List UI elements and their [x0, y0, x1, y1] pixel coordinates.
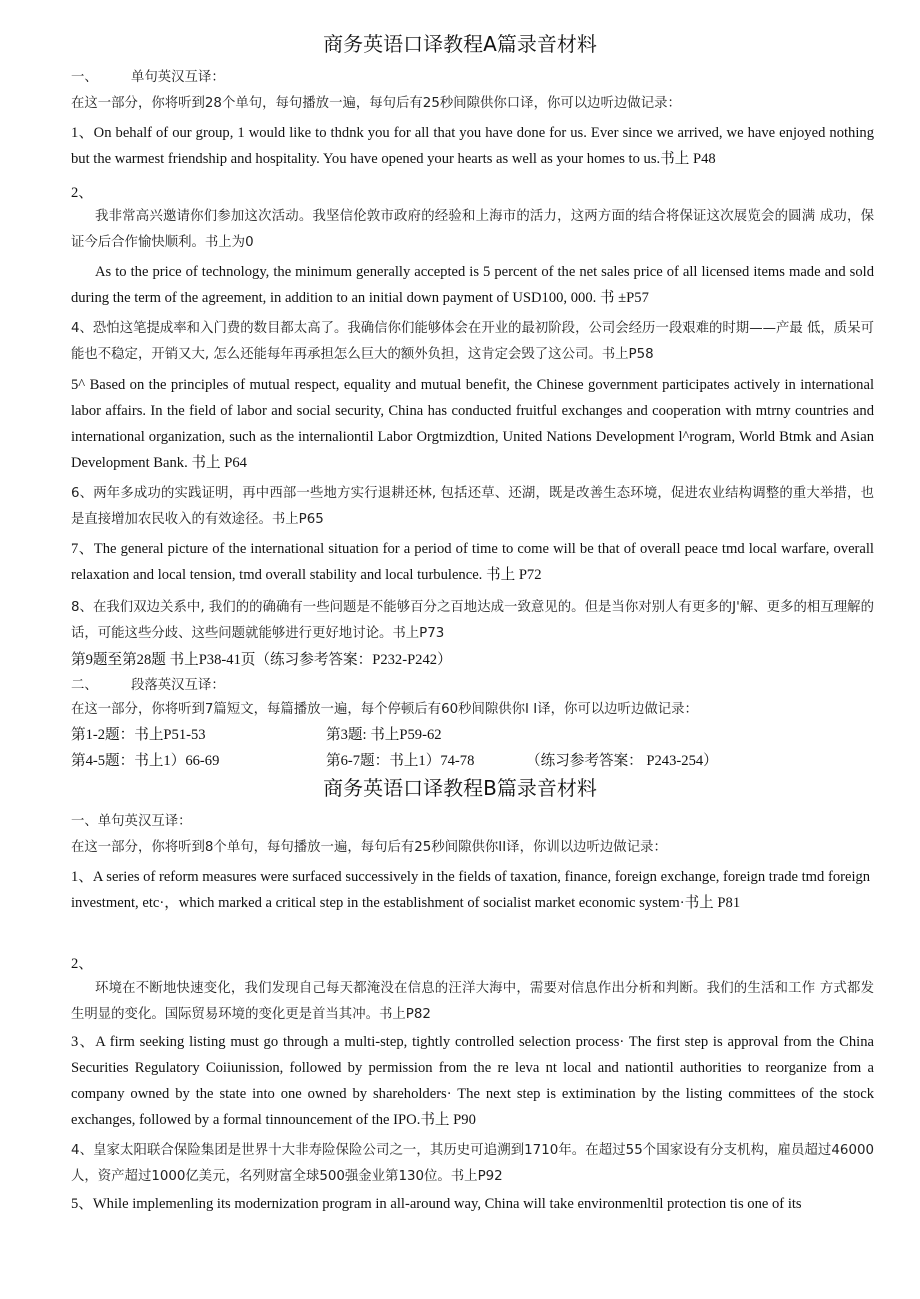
item-a-4: 4、恐怕这笔提成率和入门费的数目都太高了。我确信你们能够体会在开业的最初阶段，公司会经历一段艰难的时期——产最 低，质呆可能也不稳定，开销又大, 怎么还能每年再承担怎么巨大的额外负担，这肯定会毁了这公司。书上P58 [71, 321, 874, 362]
section-1-number: 一、 [71, 70, 98, 85]
ref-answers: （练习参考答案： P243-254） [526, 753, 718, 769]
item-a-6: 6、两年多成功的实践证明，再中西部一些地方实行退耕还林, 包括还草、还湖，既是改善生态环境，促进农业结构调整的重大举措，也是直接增加农民收入的有效途径。书上P65 [71, 486, 874, 527]
section-1-heading: 单句英汉互译： [131, 70, 225, 85]
item-a-1: 1、On behalf of our group, 1 would like to thdnk you for all that you have done for us. Ever since we arrived, we have enjoyed nothing but the warmest friendship and hospitality. You have opened your hearts as well as your homes to us.书上 P48 [71, 125, 874, 167]
section-1-intro: 在这一部分，你将听到28个单句，每句播放一遍，每句后有25秒间隙供你口译，你可以边听边做记录： [71, 96, 681, 111]
section-2-number: 二、 [71, 678, 98, 693]
ref-q6-7: 第6-7题：书上1）74-78 [326, 753, 475, 769]
section-2-intro: 在这一部分，你将听到7篇短文，每篇播放一遍，每个停顿后有60秒间隙供你I I译，你可以边听边做记录： [71, 702, 698, 717]
ref-q3: 第3题: 书上P59-62 [326, 727, 442, 743]
item-a-5: 5^ Based on the principles of mutual respect, equality and mutual benefit, the Chinese government participates actively in international labor affairs. In the field of labor and social security, China has conducted fruitful exchanges and cooperation with mtrny countries and international organization, such as the internaliontil Labor Orgtmizdtion, United Nations Development l^rogram, World Btmk and Asian Development Bank. 书上 P64 [71, 377, 874, 471]
item-b-1: 1、A series of reform measures were surfaced successively in the fields of taxation, finance, foreign exchange, foreign trade tmd foreign investment, etc·，which marked a critical step in the establishment of socialist market economic system·书上 P81 [71, 869, 871, 911]
questions-9-28-ref: 第9题至第28题 书上P38-41页（练习参考答案：P232-P242） [71, 652, 452, 668]
ref-q4-5: 第4-5题：书上1）66-69 [71, 753, 220, 769]
item-a-7: 7、The general picture of the international situation for a period of time to come will be that of overall peace tmd local warfare, overall relaxation and local tension, tmd overall stability and local turbulence. 书上 P72 [71, 541, 874, 583]
part-b-intro: 在这一部分，你将听到8个单句，每句播放一遍，每句后有25秒间隙供你II译，你训以边听边做记录： [71, 840, 667, 855]
item-a-2-label: 2、 [71, 185, 93, 201]
item-b-2-label: 2、 [71, 956, 93, 972]
item-b-5: 5、While implemenling its modernization program in all-around way, China will take environmenltil protection tis one of its [71, 1196, 802, 1212]
section-2-heading: 段落英汉互译： [131, 678, 225, 693]
item-b-3: 3、A firm seeking listing must go through a multi-step, tightly controlled selection process· The first step is approval from the China Securities Regulatory Coiiunission, followed by permission from the re leva nt local and nationtil authorities to reorganize from a company owned by the state into one owned by shareholders· The next step is extimination by the listing committees of the stock exchanges, followed by a formal tinnouncement of the IPO.书上 P90 [71, 1034, 874, 1128]
part-a-title: 商务英语口译教程A篇录音材料 [323, 32, 597, 56]
item-a-8: 8、在我们双边关系中, 我们的的确确有一些问题是不能够百分之百地达成一致意见的。但是当你对别人有更多的J'解、更多的相互理解的话，可能这些分歧、这些问题就能够进行更好地讨论。书上P73 [71, 600, 874, 641]
item-b-4: 4、皇家太阳联合保险集团是世界十大非寿险保险公司之一，其历史可追溯到1710年。在超过55个国家设有分支机构，雇员超过46000人，资产超过1000亿美元，名列财富全球500强金业第130位。书上P92 [71, 1143, 874, 1184]
part-b-title: 商务英语口译教程B篇录音材料 [323, 776, 597, 800]
ref-q1-2: 第1-2题：书上P51-53 [71, 727, 206, 743]
part-b-section-1-heading: 一、单句英汉互译： [71, 814, 192, 829]
item-b-2: 环境在不断地快速变化，我们发现自己每天都淹没在信息的汪洋大海中，需要对信息作出分析和判断。我们的生活和工作 方式都发生明显的变化。国际贸易环境的变化更是首当其冲。书上P82 [71, 981, 874, 1022]
item-a-3: As to the price of technology, the minimum generally accepted is 5 percent of the net sales price of all licensed items made and sold during the term of the agreement, in addition to an initial down payment of USD100, 000. 书 ±P57 [71, 264, 874, 306]
item-a-2: 我非常高兴邀请你们参加这次活动。我坚信伦敦市政府的经验和上海市的活力，这两方面的结合将保证这次展览会的圆满 成功，保证今后合作愉快顺利。书上为0 [71, 209, 874, 250]
